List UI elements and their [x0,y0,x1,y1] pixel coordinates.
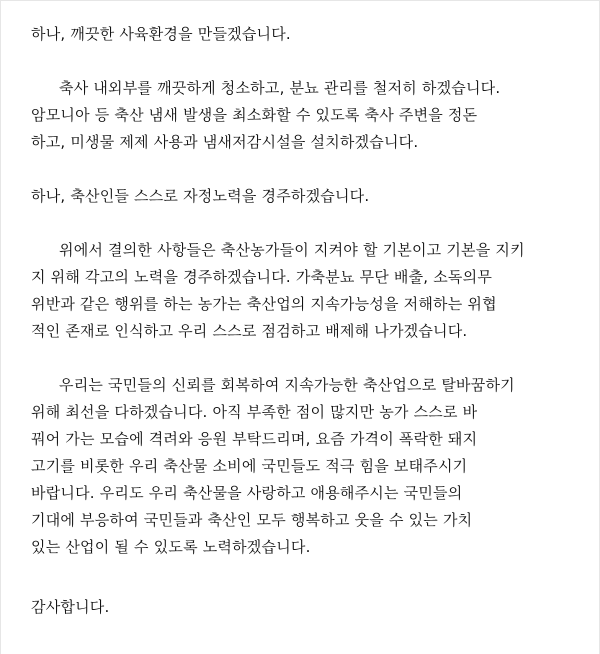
pledge-2-line: 적인 존재로 인식하고 우리 스스로 점검하고 배제해 나가겠습니다. [31,322,468,340]
pledge-2-heading: 하나, 축산인들 스스로 자정노력을 경주하겠습니다. [31,187,370,205]
closing-line: 기대에 부응하여 국민들과 축산인 모두 행복하고 웃을 수 있는 가치 [31,511,473,529]
pledge-1-line: 암모니아 등 축산 냄새 발생을 최소화할 수 있도록 축사 주변을 정돈 [31,106,478,124]
signoff-text: 감사합니다. [31,598,110,616]
pledge-2-line: 위반과 같은 행위를 하는 농가는 축산업의 지속가능성을 저해하는 위협 [31,295,497,313]
pledge-1-heading: 하나, 깨끗한 사육환경을 만들겠습니다. [31,25,291,43]
closing-line: 고기를 비롯한 우리 축산물 소비에 국민들도 적극 힘을 보태주시기 [31,457,468,475]
closing-line: 있는 산업이 될 수 있도록 노력하겠습니다. [31,538,311,556]
pledge-1-line: 하고, 미생물 제제 사용과 냄새저감시설을 설치하겠습니다. [31,133,419,151]
closing-line: 바랍니다. 우리도 우리 축산물을 사랑하고 애용해주시는 국민들의 [31,484,463,502]
pledge-2-line: 지 위해 각고의 노력을 경주하겠습니다. 가축분뇨 무단 배출, 소독의무 [31,268,493,286]
closing-line: 위해 최선을 다하겠습니다. 아직 부족한 점이 많지만 농가 스스로 바 [31,403,478,421]
pledge-2-line: 위에서 결의한 사항들은 축산농가들이 지켜야 할 기본이고 기본을 지키 [59,241,525,259]
closing-line: 우리는 국민들의 신뢰를 회복하여 지속가능한 축산업으로 탈바꿈하기 [59,376,515,394]
pledge-1-line: 축사 내외부를 깨끗하게 청소하고, 분뇨 관리를 철저히 하겠습니다. [59,79,501,97]
closing-line: 꿔어 가는 모습에 격려와 응원 부탁드리며, 요즘 가격이 폭락한 돼지 [31,430,478,448]
